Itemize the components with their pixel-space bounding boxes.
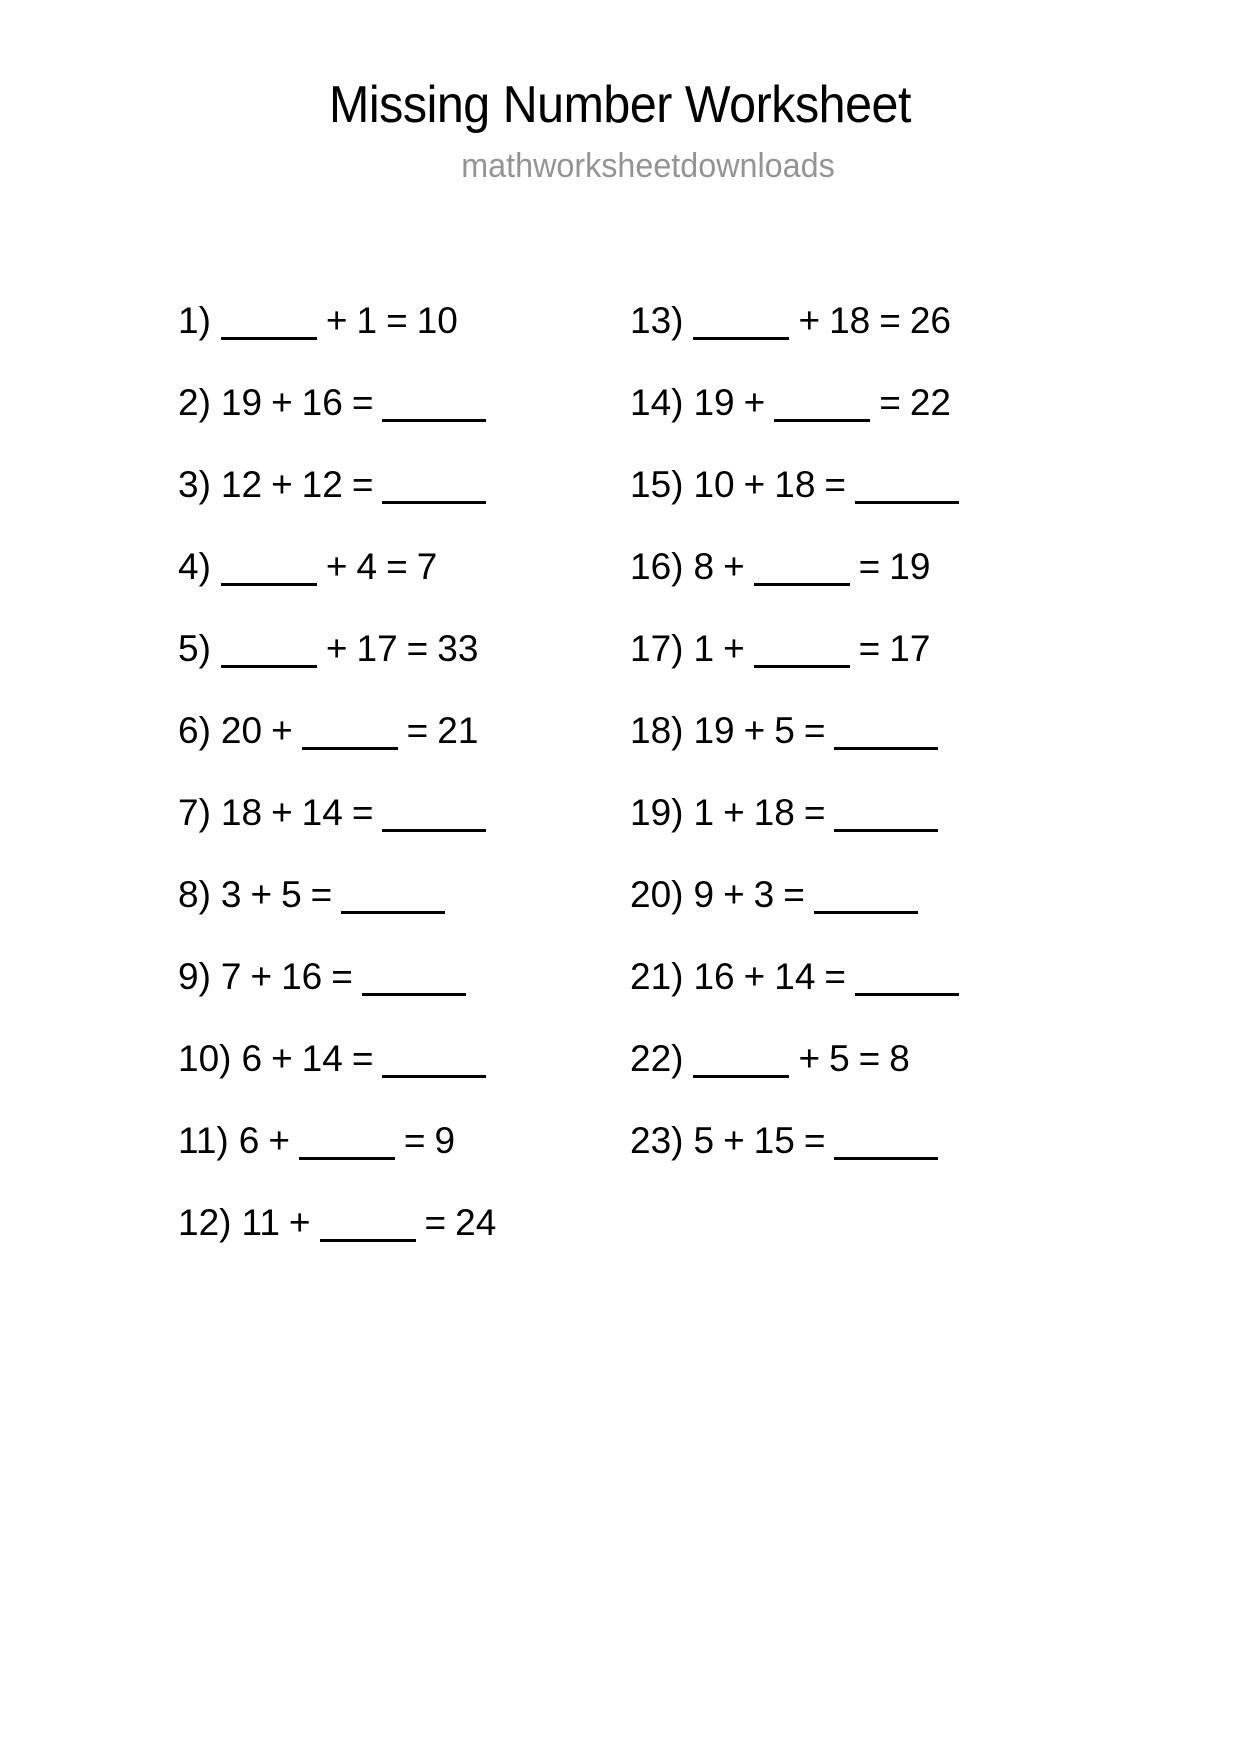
operator: + <box>271 382 293 423</box>
operand: 9 <box>434 1120 456 1161</box>
problem-expression <box>178 952 466 1002</box>
operand: 1 <box>693 628 715 669</box>
operand: 18 <box>220 792 263 833</box>
problem-expression <box>630 542 930 592</box>
problem-row <box>630 788 1080 870</box>
operator: = <box>424 1202 447 1243</box>
operand: 10 <box>693 464 735 505</box>
operator: = <box>803 792 826 833</box>
problem-number: 7) <box>178 792 211 833</box>
problem-expression <box>630 460 959 510</box>
problem-number: 19) <box>630 792 684 833</box>
problem-number: 3) <box>178 464 211 505</box>
problem-expression <box>178 1034 486 1084</box>
operator: + <box>288 1202 311 1243</box>
problem-number: 1) <box>178 300 211 341</box>
problem-expression <box>630 624 930 674</box>
answer-blank[interactable] <box>221 542 317 579</box>
operator: = <box>858 546 881 587</box>
problem-row <box>178 788 618 870</box>
operator: = <box>879 382 901 423</box>
problem-expression <box>178 1198 496 1248</box>
answer-blank[interactable] <box>320 1198 416 1235</box>
operator: + <box>271 710 293 751</box>
answer-blank[interactable] <box>693 296 789 333</box>
problem-number: 17) <box>630 628 684 669</box>
problem-number: 23) <box>630 1120 684 1161</box>
operator: + <box>723 792 745 833</box>
operand: 11 <box>241 1202 280 1243</box>
operand: 12 <box>301 464 343 505</box>
operand: 19 <box>889 546 931 587</box>
operand: 3 <box>220 874 242 915</box>
answer-blank[interactable] <box>855 460 959 497</box>
problem-expression <box>630 296 951 346</box>
operand: 14 <box>301 1038 343 1079</box>
problem-row <box>178 952 618 1034</box>
operator: + <box>268 1120 290 1161</box>
operand: 14 <box>301 792 343 833</box>
answer-blank[interactable] <box>382 788 486 825</box>
operator: + <box>250 956 273 997</box>
answer-blank[interactable] <box>382 460 486 497</box>
problem-number: 22) <box>630 1038 684 1079</box>
operand: 7 <box>416 546 438 587</box>
operand: 9 <box>693 874 715 915</box>
operand: 8 <box>693 546 715 587</box>
operand: 15 <box>753 1120 795 1161</box>
operator: = <box>403 1120 426 1161</box>
answer-blank[interactable] <box>834 706 938 743</box>
problem-expression <box>630 788 938 838</box>
answer-blank[interactable] <box>774 378 870 415</box>
problem-number: 9) <box>178 956 211 997</box>
problem-row <box>178 706 618 788</box>
operator: = <box>386 546 408 587</box>
problem-row <box>178 1034 618 1116</box>
operator: + <box>325 628 348 669</box>
operand: 16 <box>281 956 323 997</box>
problem-number: 12) <box>178 1202 232 1243</box>
operator: + <box>271 1038 293 1079</box>
problem-expression <box>178 296 458 346</box>
problem-number: 10) <box>178 1038 232 1079</box>
operator: = <box>351 382 374 423</box>
problem-expression <box>178 870 445 920</box>
operator: + <box>250 874 273 915</box>
answer-blank[interactable] <box>834 788 938 825</box>
answer-blank[interactable] <box>221 296 317 333</box>
worksheet-header <box>0 78 1240 184</box>
operand: 5 <box>281 874 302 915</box>
site-attribution: mathworksheetdownloads <box>461 146 835 185</box>
problem-expression <box>178 460 486 510</box>
operand: 26 <box>909 300 952 341</box>
answer-blank[interactable] <box>221 624 317 661</box>
operator: + <box>723 546 745 587</box>
problem-row <box>178 296 618 378</box>
problem-number: 6) <box>178 710 211 751</box>
answer-blank[interactable] <box>855 952 959 989</box>
answer-blank[interactable] <box>362 952 466 989</box>
operand: 19 <box>693 710 735 751</box>
operator: + <box>798 300 821 341</box>
problem-number: 13) <box>630 300 684 341</box>
answer-blank[interactable] <box>814 870 918 907</box>
operand: 16 <box>693 956 735 997</box>
operand: 24 <box>455 1202 497 1243</box>
problem-expression <box>630 1034 910 1084</box>
operator: + <box>271 464 293 505</box>
operand: 22 <box>909 382 952 423</box>
operand: 5 <box>693 1120 715 1161</box>
problem-expression <box>630 952 959 1002</box>
operator: + <box>723 1120 745 1161</box>
problem-number: 5) <box>178 628 211 669</box>
problem-number: 14) <box>630 382 684 423</box>
operator: = <box>824 464 847 505</box>
problem-expression <box>178 788 486 838</box>
operator: = <box>858 1038 881 1079</box>
answer-blank[interactable] <box>299 1116 395 1153</box>
operand: 21 <box>437 710 479 751</box>
operand: 5 <box>829 1038 850 1079</box>
problem-expression <box>630 1116 938 1166</box>
operand: 1 <box>356 300 378 341</box>
problem-expression <box>178 706 478 756</box>
operand: 20 <box>220 710 263 751</box>
problem-row <box>630 706 1080 788</box>
answer-blank[interactable] <box>382 378 486 415</box>
problem-row <box>178 1116 618 1198</box>
operator: = <box>783 874 805 915</box>
problem-expression <box>630 378 951 428</box>
operator: = <box>351 464 374 505</box>
operand: 4 <box>356 546 378 587</box>
problem-number: 16) <box>630 546 684 587</box>
answer-blank[interactable] <box>302 706 398 743</box>
problem-expression <box>630 706 938 756</box>
operand: 17 <box>889 628 931 669</box>
operator: = <box>879 300 901 341</box>
operand: 8 <box>889 1038 910 1079</box>
answer-blank[interactable] <box>754 542 850 579</box>
problem-row <box>178 460 618 542</box>
problem-row <box>630 542 1080 624</box>
problem-number: 8) <box>178 874 211 915</box>
operator: = <box>386 300 408 341</box>
problem-column-left <box>178 296 618 1280</box>
problem-column-right <box>630 296 1080 1198</box>
answer-blank[interactable] <box>382 1034 486 1071</box>
problem-expression <box>178 378 486 428</box>
operator: = <box>406 628 429 669</box>
operator: = <box>803 1120 826 1161</box>
operand: 5 <box>774 710 795 751</box>
problem-row <box>178 378 618 460</box>
operand: 18 <box>774 464 816 505</box>
operand: 12 <box>220 464 263 505</box>
operator: + <box>723 874 745 915</box>
problem-row <box>630 870 1080 952</box>
operand: 17 <box>356 628 398 669</box>
problem-row <box>178 624 618 706</box>
problem-expression <box>630 870 918 920</box>
operator: + <box>723 628 745 669</box>
operand: 10 <box>416 300 458 341</box>
problem-row <box>178 1198 618 1280</box>
operator: = <box>310 874 333 915</box>
problem-row <box>630 296 1080 378</box>
page-title: Missing Number Worksheet <box>329 76 911 134</box>
problem-row <box>630 952 1080 1034</box>
operator: + <box>325 300 348 341</box>
operator: + <box>271 792 293 833</box>
operand: 19 <box>220 382 263 423</box>
operator: + <box>743 710 766 751</box>
operand: 33 <box>437 628 479 669</box>
operand: 6 <box>241 1038 263 1079</box>
problem-row <box>630 624 1080 706</box>
problem-expression <box>178 624 478 674</box>
problem-number: 18) <box>630 710 684 751</box>
operand: 7 <box>220 956 242 997</box>
operator: + <box>743 464 766 505</box>
operator: = <box>803 710 826 751</box>
operand: 19 <box>693 382 735 423</box>
answer-blank[interactable] <box>693 1034 789 1071</box>
operand: 18 <box>753 792 795 833</box>
operator: = <box>351 1038 374 1079</box>
problem-number: 4) <box>178 546 211 587</box>
problem-number: 11) <box>178 1120 229 1161</box>
problem-expression <box>178 1116 455 1166</box>
operator: = <box>858 628 881 669</box>
problem-number: 2) <box>178 382 211 423</box>
operator: = <box>824 956 847 997</box>
answer-blank[interactable] <box>754 624 850 661</box>
problem-row <box>630 378 1080 460</box>
operand: 14 <box>774 956 816 997</box>
operand: 18 <box>829 300 871 341</box>
problem-number: 21) <box>630 956 684 997</box>
operator: = <box>331 956 353 997</box>
operator: + <box>743 956 766 997</box>
problem-number: 15) <box>630 464 684 505</box>
answer-blank[interactable] <box>834 1116 938 1153</box>
operator: = <box>351 792 374 833</box>
operator: + <box>325 546 348 587</box>
operator: + <box>798 1038 821 1079</box>
operand: 1 <box>693 792 715 833</box>
problem-list <box>0 296 1240 1416</box>
problem-row <box>630 460 1080 542</box>
operand: 3 <box>753 874 775 915</box>
problem-expression <box>178 542 437 592</box>
problem-number: 20) <box>630 874 684 915</box>
problem-row <box>178 542 618 624</box>
operand: 16 <box>301 382 343 423</box>
answer-blank[interactable] <box>341 870 445 907</box>
operator: + <box>743 382 766 423</box>
operand: 6 <box>238 1120 260 1161</box>
problem-row <box>630 1034 1080 1116</box>
problem-row <box>630 1116 1080 1198</box>
problem-row <box>178 870 618 952</box>
operator: = <box>406 710 429 751</box>
